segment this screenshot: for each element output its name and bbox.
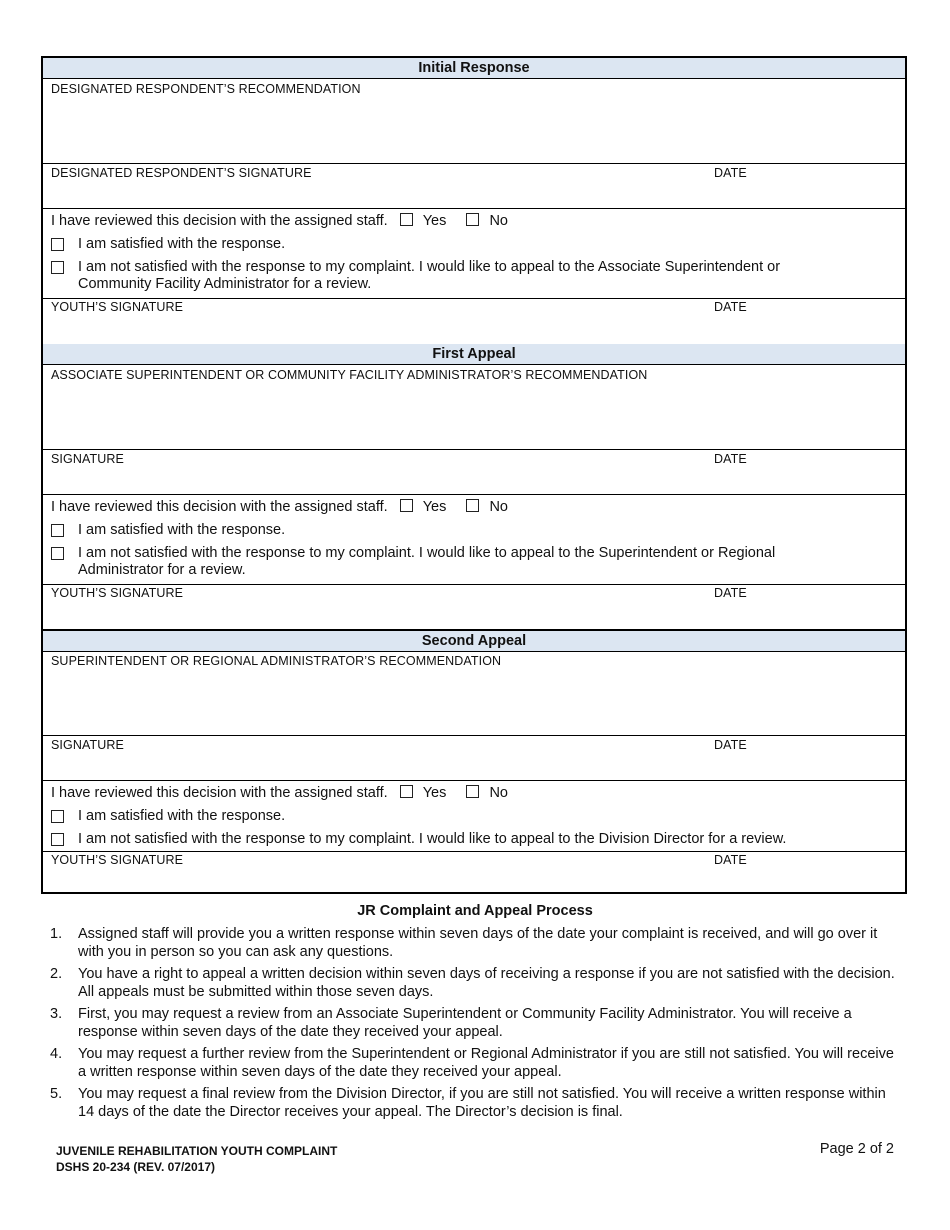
section-header-second-appeal: Second Appeal: [43, 631, 905, 652]
form-identifier: [56, 1143, 337, 1175]
first-signature-label: SIGNATURE: [51, 452, 124, 466]
youth-date-label: DATE: [714, 586, 747, 600]
divider: [43, 851, 905, 852]
item-number: 4.: [50, 1046, 63, 1062]
yes-label: Yes: [422, 213, 447, 229]
not-satisfied-checkbox-initial[interactable]: [51, 261, 64, 274]
page-number: Page 2 of 2: [819, 1141, 894, 1157]
no-checkbox-initial[interactable]: [466, 213, 479, 226]
list-item: [48, 1086, 904, 1121]
item-text: First, you may request a review from an Associate Superintendent or Community Facility Administrator. You will receive a response within seven days of the date they received your appeal.: [78, 1006, 852, 1040]
not-satisfied-text: I am not satisfied with the response to my complaint. I would like to appeal to the Division Director for a review.: [78, 831, 787, 847]
divider: [43, 163, 905, 164]
youth-date-label: DATE: [714, 853, 747, 867]
item-text: You have a right to appeal a written decision within seven days of receiving a response if you are not satisfied with the decision. All appeals must be submitted within those seven days.: [78, 966, 895, 1000]
respondent-recommendation-label: DESIGNATED RESPONDENT’S RECOMMENDATION: [51, 82, 361, 96]
second-recommendation-label: SUPERINTENDENT OR REGIONAL ADMINISTRATOR’S RECOMMENDATION: [51, 654, 502, 668]
yes-label: Yes: [422, 499, 447, 515]
not-satisfied-text-line2: Community Facility Administrator for a review.: [78, 276, 372, 292]
item-text: You may request a final review from the Division Director, if you are still not satisfied. You will receive a written response within 14 days of the date the Director receives your appeal. The Director’s decision is final.: [78, 1086, 886, 1120]
youth-date-label: DATE: [714, 300, 747, 314]
no-checkbox-second[interactable]: [466, 785, 479, 798]
satisfied-text: I am satisfied with the response.: [78, 236, 286, 252]
satisfied-checkbox-first[interactable]: [51, 524, 64, 537]
form-title: JUVENILE REHABILITATION YOUTH COMPLAINT: [56, 1144, 338, 1158]
item-text: You may request a further review from the Superintendent or Regional Administrator if you are still not satisfied. You will receive a written response within seven days of the date they received your appeal.: [78, 1046, 894, 1080]
satisfied-checkbox-initial[interactable]: [51, 238, 64, 251]
not-satisfied-option-initial: [51, 259, 871, 293]
no-label: No: [489, 499, 508, 515]
not-satisfied-checkbox-second[interactable]: [51, 833, 64, 846]
divider: [43, 449, 905, 450]
youth-signature-field-initial[interactable]: [43, 314, 905, 343]
not-satisfied-checkbox-first[interactable]: [51, 547, 64, 560]
process-title: JR Complaint and Appeal Process: [357, 903, 593, 919]
youth-signature-label: YOUTH’S SIGNATURE: [51, 586, 184, 600]
not-satisfied-text-line1: I am not satisfied with the response to my complaint. I would like to appeal to the Associate Superintendent or: [78, 259, 781, 275]
review-question-first: [51, 499, 508, 515]
item-number: 2.: [50, 966, 63, 982]
item-text: Assigned staff will provide you a written response within seven days of the date your complaint is received, and will go over it with you in person so you can ask any questions.: [78, 926, 878, 960]
no-checkbox-first[interactable]: [466, 499, 479, 512]
satisfied-option-initial: [51, 236, 871, 253]
review-question-initial: [51, 213, 508, 229]
first-recommendation-label: ASSOCIATE SUPERINTENDENT OR COMMUNITY FACILITY ADMINISTRATOR’S RECOMMENDATION: [51, 368, 648, 382]
review-question-text: I have reviewed this decision with the assigned staff.: [51, 785, 388, 801]
divider: [43, 298, 905, 299]
first-date-label: DATE: [714, 452, 747, 466]
satisfied-checkbox-second[interactable]: [51, 810, 64, 823]
youth-signature-label: YOUTH’S SIGNATURE: [51, 853, 184, 867]
yes-checkbox-initial[interactable]: [400, 213, 413, 226]
divider: [43, 780, 905, 781]
section-header-initial-response: Initial Response: [43, 58, 905, 79]
satisfied-option-second: [51, 808, 871, 825]
satisfied-text: I am satisfied with the response.: [78, 808, 286, 824]
complaint-form: [41, 56, 907, 894]
first-signature-field[interactable]: [43, 466, 905, 493]
review-question-text: I have reviewed this decision with the assigned staff.: [51, 499, 388, 515]
process-list: [48, 926, 904, 1126]
second-date-label: DATE: [714, 738, 747, 752]
yes-checkbox-second[interactable]: [400, 785, 413, 798]
respondent-signature-label: DESIGNATED RESPONDENT’S SIGNATURE: [51, 166, 312, 180]
no-label: No: [489, 213, 508, 229]
youth-signature-field-second[interactable]: [43, 867, 905, 893]
respondent-signature-field[interactable]: [43, 180, 905, 207]
not-satisfied-option-second: [51, 831, 871, 848]
second-signature-label: SIGNATURE: [51, 738, 124, 752]
not-satisfied-option-first: [51, 545, 871, 579]
no-label: No: [489, 785, 508, 801]
divider: [43, 208, 905, 209]
list-item: [48, 926, 904, 961]
not-satisfied-text-line2: Administrator for a review.: [78, 562, 246, 578]
yes-label: Yes: [422, 785, 447, 801]
satisfied-option-first: [51, 522, 871, 539]
list-item: [48, 1006, 904, 1041]
satisfied-text: I am satisfied with the response.: [78, 522, 286, 538]
youth-signature-field-first[interactable]: [43, 600, 905, 629]
youth-signature-label: YOUTH’S SIGNATURE: [51, 300, 184, 314]
review-question-second: [51, 785, 508, 801]
review-question-text: I have reviewed this decision with the assigned staff.: [51, 213, 388, 229]
item-number: 3.: [50, 1006, 63, 1022]
section-header-first-appeal: First Appeal: [43, 344, 905, 365]
second-signature-field[interactable]: [43, 752, 905, 779]
not-satisfied-text-line1: I am not satisfied with the response to my complaint. I would like to appeal to the Superintendent or Regional: [78, 545, 776, 561]
divider: [43, 735, 905, 736]
divider: [43, 584, 905, 585]
list-item: [48, 966, 904, 1001]
divider: [43, 494, 905, 495]
second-recommendation-field[interactable]: [43, 668, 905, 734]
respondent-date-label: DATE: [714, 166, 747, 180]
item-number: 1.: [50, 926, 63, 942]
first-recommendation-field[interactable]: [43, 382, 905, 448]
form-number: DSHS 20-234 (REV. 07/2017): [56, 1160, 215, 1174]
respondent-recommendation-field[interactable]: [43, 96, 905, 162]
yes-checkbox-first[interactable]: [400, 499, 413, 512]
item-number: 5.: [50, 1086, 63, 1102]
list-item: [48, 1046, 904, 1081]
